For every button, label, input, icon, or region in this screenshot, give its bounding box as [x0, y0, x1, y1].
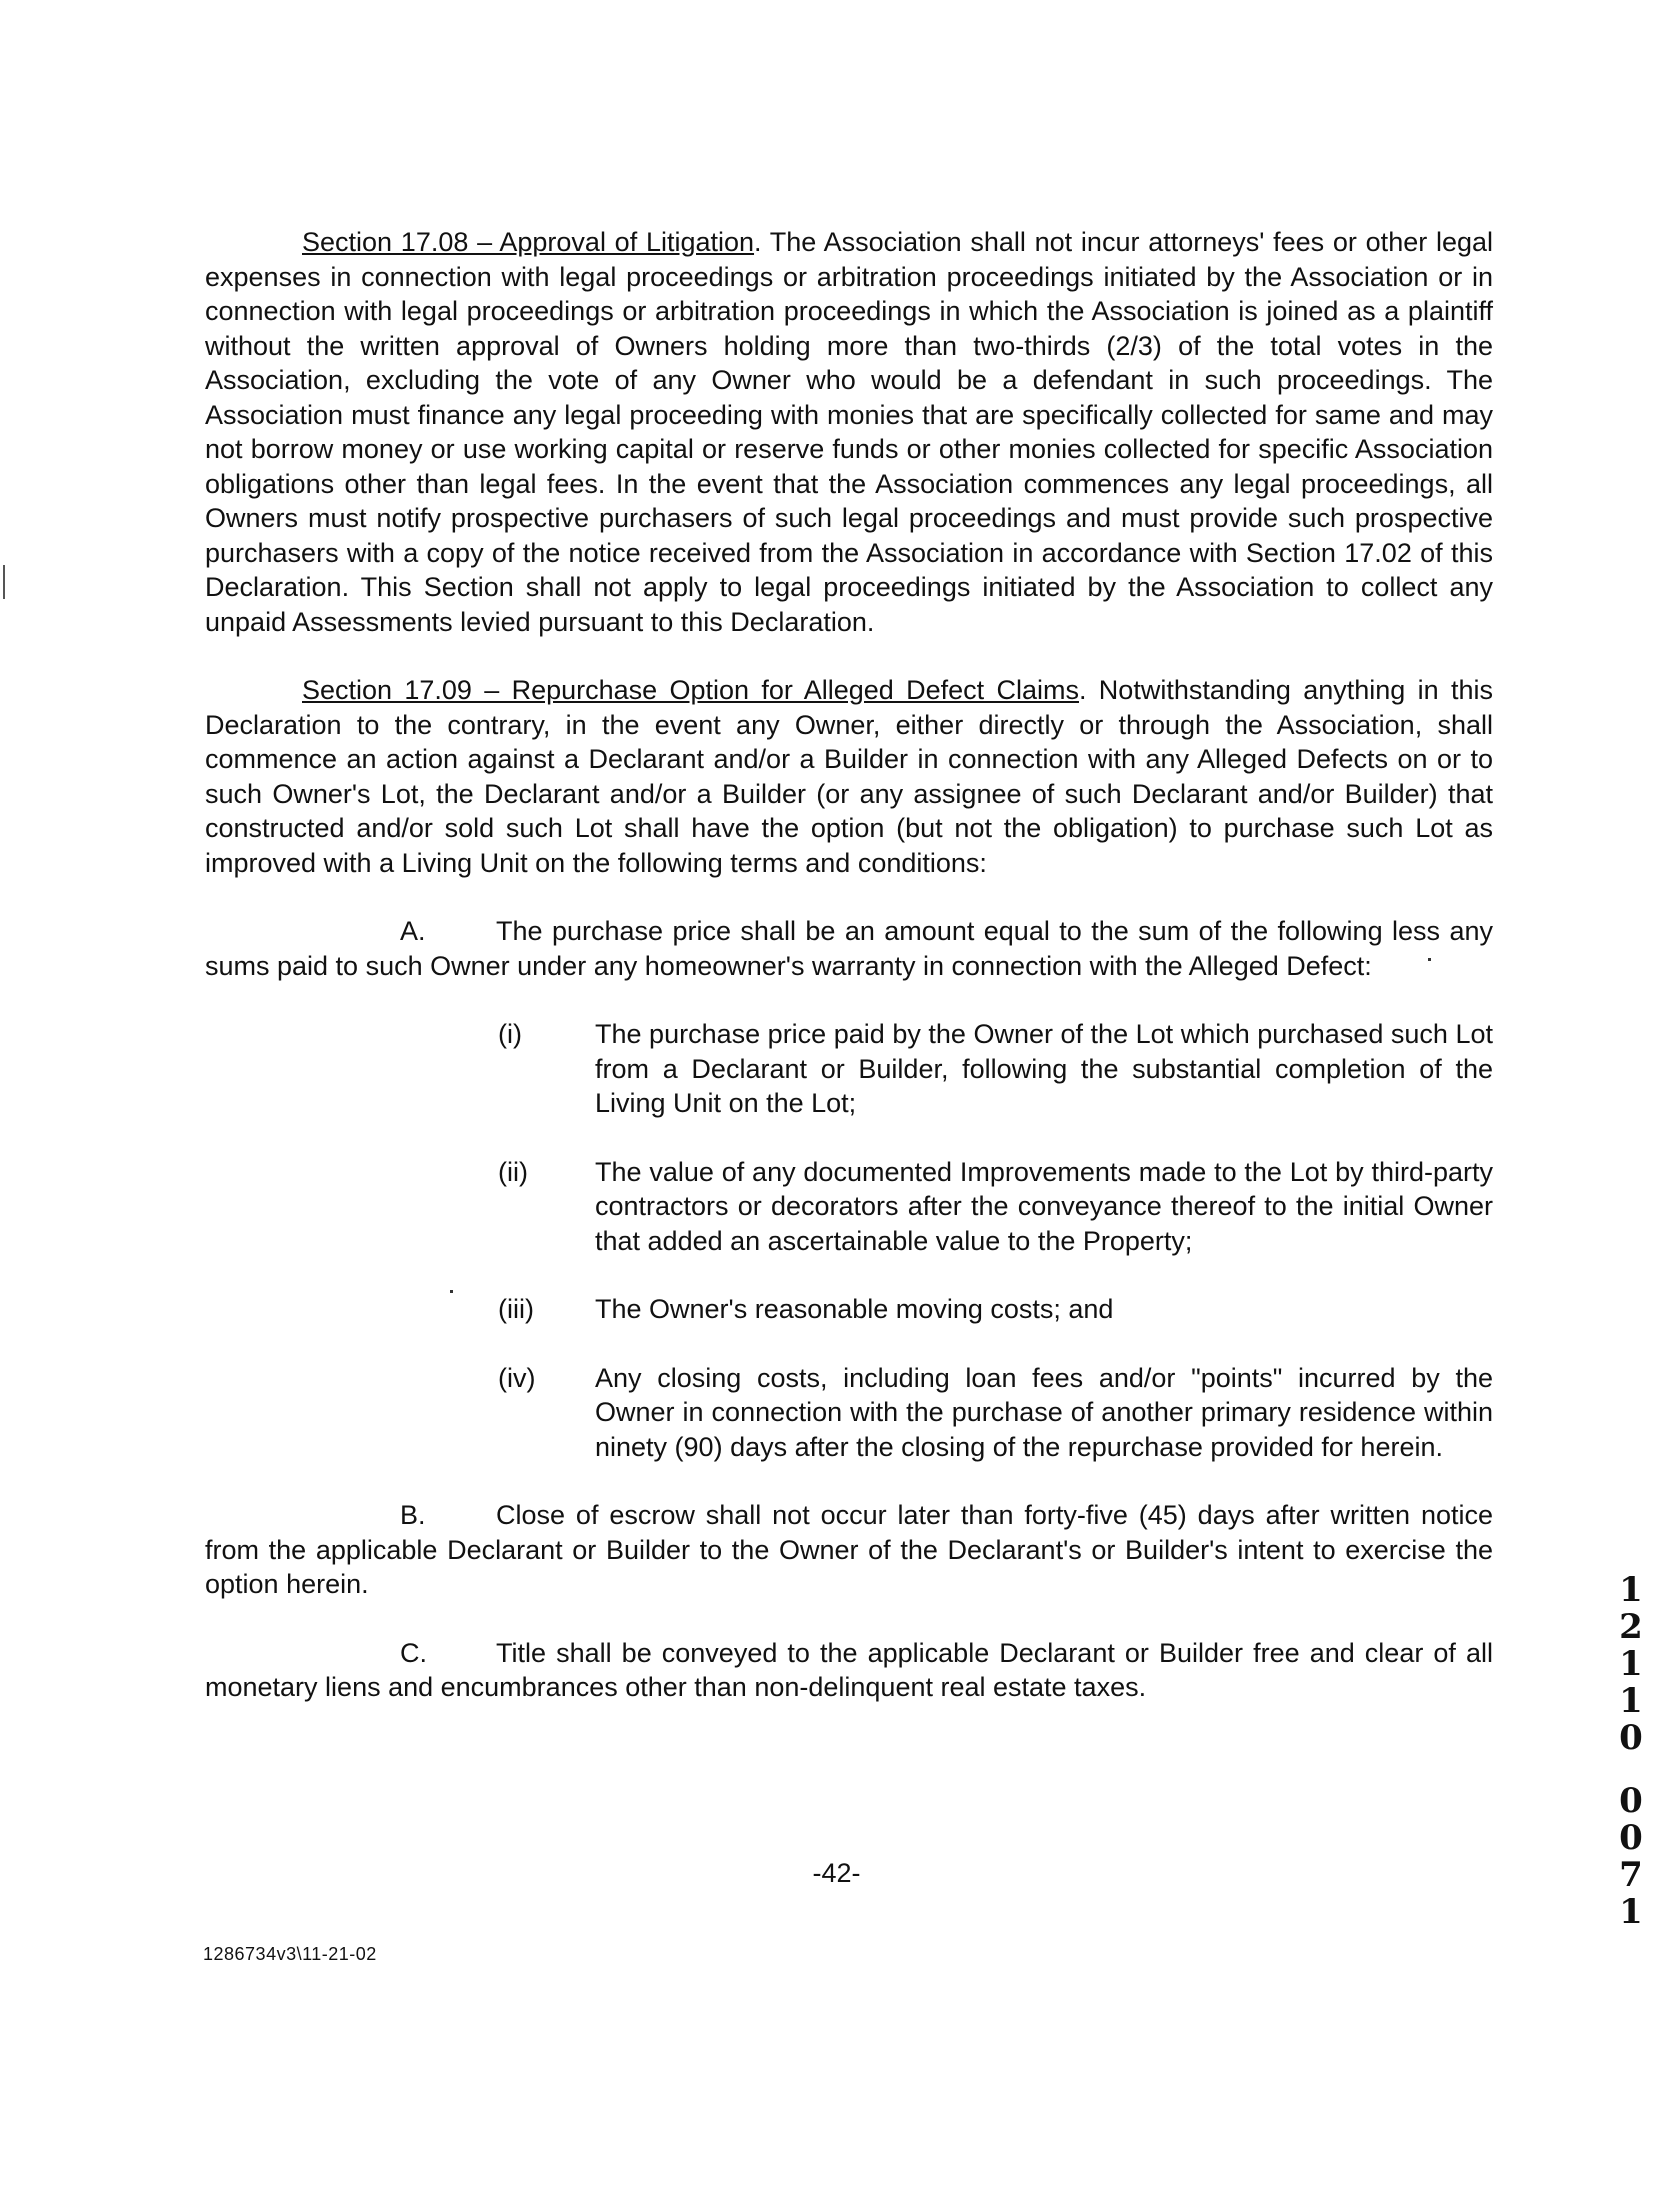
- section-17-09: [205, 673, 1493, 880]
- item-c: [205, 1636, 1493, 1705]
- recording-stamp: [1615, 1572, 1647, 1931]
- stamp-digit: 7: [1619, 1855, 1643, 1895]
- stamp-digit: 2: [1619, 1607, 1643, 1647]
- section-heading: Section 17.09 – Repurchase Option for Alleged Defect Claims: [302, 675, 1079, 705]
- page-number: -42-: [812, 1858, 861, 1888]
- sub-item-iii: [498, 1292, 1493, 1327]
- document-id: 1286734v3\11-21-02: [203, 1944, 377, 1964]
- stamp-digit: 1: [1619, 1681, 1643, 1721]
- stamp-digit: 0: [1619, 1818, 1643, 1858]
- stamp-gap: [1615, 1757, 1647, 1783]
- margin-mark: [3, 565, 5, 599]
- sub-item-text: The Owner's reasonable moving costs; and: [595, 1294, 1114, 1324]
- sub-item-i: [498, 1017, 1493, 1121]
- section-heading: Section 17.08 – Approval of Litigation: [302, 227, 755, 257]
- item-letter: B.: [400, 1500, 426, 1530]
- stamp-digit: 1: [1619, 1644, 1643, 1684]
- sub-item-iv: [498, 1361, 1493, 1465]
- sub-item-text: The purchase price paid by the Owner of the Lot which purchased such Lot from a Declarant or Builder, following the substantial completion of the Living Unit on the Lot;: [595, 1019, 1493, 1118]
- sub-item-number: (iv): [498, 1362, 536, 1393]
- section-text: . The Association shall not incur attorneys' fees or other legal expenses in connection with legal proceedings or arbitration proceedings initiated by the Association or in connection with legal proceedings or arbitration proceedings in which the Association is joined as a plaintiff without the written approval of Owners holding more than two-thirds (2/3) of the total votes in the Association, excluding the vote of any Owner who would be a defendant in such proceedings. The Association must finance any legal proceeding with monies that are specifically collected for same and may not borrow money or use working capital or reserve funds or other monies collected for specific Association obligations other than legal fees. In the event that the Association commences any legal proceedings, all Owners must notify prospective purchasers of such legal proceedings and must provide such prospective purchasers with a copy of the notice received from the Association in accordance with Section 17.02 of this Declaration. This Section shall not apply to legal proceedings initiated by the Association to collect any unpaid Assessments levied pursuant to this Declaration.: [205, 227, 1493, 637]
- stamp-digit: 0: [1619, 1781, 1643, 1821]
- stamp-digit: 1: [1619, 1892, 1643, 1932]
- sub-item-text: The value of any documented Improvements made to the Lot by third-party contractors or decorators after the conveyance thereof to the initial Owner that added an ascertainable value to the Property;: [595, 1156, 1493, 1256]
- sub-item-list: [205, 1017, 1493, 1464]
- section-17-08: [205, 225, 1493, 639]
- item-text: Title shall be conveyed to the applicable Declarant or Builder free and clear of all monetary liens and encumbrances other than non-delinquent real estate taxes.: [205, 1637, 1493, 1702]
- scan-speck: [450, 1290, 453, 1293]
- item-letter: C.: [400, 1637, 427, 1668]
- sub-item-number: (ii): [498, 1156, 528, 1187]
- sub-item-text: Any closing costs, including loan fees and/or "points" incurred by the Owner in connection with the purchase of another primary residence within ninety (90) days after the closing of the repurchase provided for herein.: [595, 1362, 1493, 1462]
- item-text: The purchase price shall be an amount equal to the sum of the following less any sums paid to such Owner under any homeowner's warranty in connection with the Alleged Defect:: [205, 916, 1493, 981]
- sub-item-number: (iii): [498, 1294, 534, 1324]
- sub-item-ii: [498, 1155, 1493, 1259]
- item-text: Close of escrow shall not occur later than forty-five (45) days after written notice from the applicable Declarant or Builder to the Owner of the Declarant's or Builder's intent to exercise the option herein.: [205, 1500, 1493, 1599]
- item-letter: A.: [400, 916, 426, 946]
- scan-speck: [1428, 958, 1431, 961]
- stamp-digit: 1: [1619, 1570, 1643, 1610]
- section-text: . Notwithstanding anything in this Declaration to the contrary, in the event any Owner, either directly or through the Association, shall commence an action against a Declarant and/or a Builder in connection with any Alleged Defects on or to such Owner's Lot, the Declarant and/or a Builder (or any assignee of such Declarant and/or Builder) that constructed and/or sold such Lot shall have the option (but not the obligation) to purchase such Lot as improved with a Living Unit on the following terms and conditions:: [205, 675, 1493, 878]
- stamp-digit: 0: [1619, 1718, 1643, 1758]
- sub-item-number: (i): [498, 1019, 522, 1049]
- item-a: [205, 914, 1493, 983]
- document-body: [205, 225, 1493, 1739]
- item-b: [205, 1498, 1493, 1602]
